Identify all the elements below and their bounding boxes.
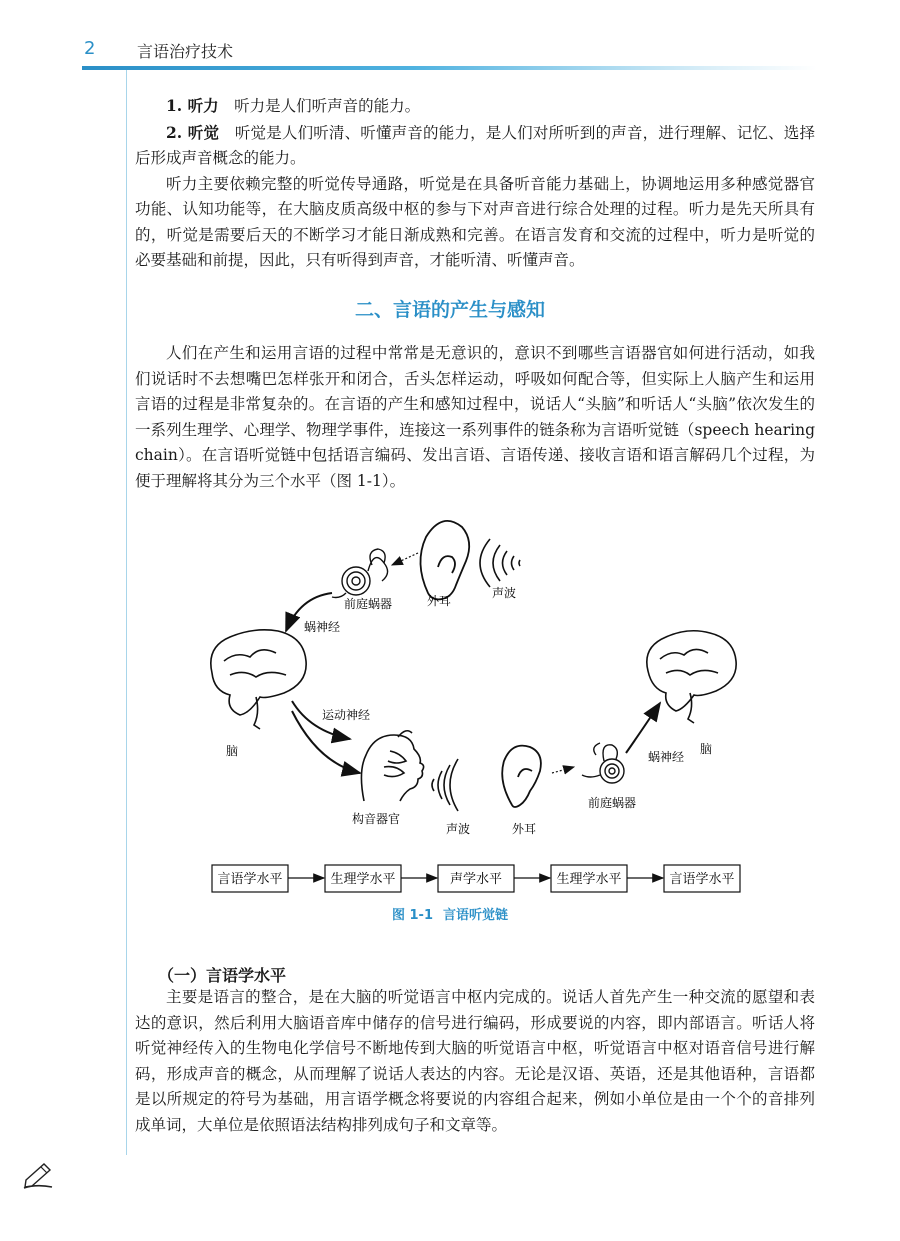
- level-box-2: 生理学水平: [330, 872, 396, 887]
- right-brain-icon: [647, 631, 736, 723]
- top-cochlea-arrow: [392, 553, 418, 565]
- label-mid-ear: 外耳: [512, 822, 537, 836]
- level-box-5: 言语学水平: [669, 872, 735, 887]
- page-number: 2: [84, 38, 96, 59]
- paragraph-hearing: [135, 93, 815, 120]
- intro-block: [135, 93, 815, 274]
- right-cochlea-icon: [582, 743, 624, 783]
- label-top-ear: 外耳: [427, 594, 452, 608]
- label-motor-nerve: 运动神经: [322, 708, 371, 722]
- figure-caption: [0, 904, 900, 923]
- paragraph-speech-chain: 人们在产生和运用言语的过程中常常是无意识的，意识不到哪些言语器官如何进行活动，如我们说话时不去想嘴巴怎样张开和闭合，舌头怎样运动，呼吸如何配合等，但实际上人脑产生和运用言语的过程是非常复杂的。在言语的产生和感知过程中，说话人“头脑”和听话人“头脑”依次发生的一系列生理学、心理学、物理学事件，连接这一系列事件的链条称为言语听觉链（speech hearing chain）。在言语听觉链中包括语言编码、发出言语、言语传递、接收言语和语言解码几个过程，为便于理解将其分为三个水平（图 1-1）。: [135, 344, 815, 490]
- caption-number: 图 1-1: [391, 908, 433, 923]
- header-rule: [82, 66, 817, 70]
- term-audition: 2. 听觉: [166, 122, 220, 142]
- label-top-cochlea: 前庭蜗器: [344, 597, 393, 611]
- paragraph-audition-text: 听觉是人们听清、听懂声音的能力，是人们对所听到的声音，进行理解、记忆、选择后形成声音概念的能力。: [135, 123, 815, 167]
- label-mid-wave: 声波: [446, 822, 471, 836]
- subsection-title: （一）言语学水平: [158, 966, 287, 985]
- label-top-nerve: 蜗神经: [304, 620, 341, 634]
- label-right-cochlea: 前庭蜗器: [588, 796, 637, 810]
- paragraph-hearing-text: 听力是人们听声音的能力。: [234, 97, 421, 115]
- paragraph-audition: [135, 120, 815, 172]
- section-title: 二、言语的产生与感知: [354, 299, 545, 321]
- speech-chain-block: [135, 341, 815, 494]
- paragraph-linguistic-level: 主要是语言的整合，是在大脑的听觉语言中枢内完成的。说话人首先产生一种交流的愿望和表达的意识，然后利用大脑语音库中储存的信号进行编码，形成要说的内容，即内部语言。听话人将听觉神经传入的生物电化学信号不断地传到大脑的听觉语言中枢，听觉语言中枢对语音信号进行解码，形成声音的概念，从而理解了说话人表达的内容。无论是汉语、英语，还是其他语种，言语都是以所规定的符号为基础，用言语学概念将要说的内容组合起来，例如小单位是由一个个的音排列成单词，大单位是依照语法结构排列成句子和文章等。: [135, 988, 815, 1134]
- level-box-4: 生理学水平: [556, 872, 622, 887]
- mid-ear-arrow: [552, 767, 574, 773]
- level-box-3: 声学水平: [449, 872, 503, 887]
- level-row: [212, 865, 740, 892]
- label-left-brain: 脑: [226, 744, 239, 758]
- label-articulator: 构音器官: [352, 812, 401, 826]
- caption-title: 言语听觉链: [443, 908, 509, 923]
- top-cochlea-icon: [332, 549, 388, 598]
- mid-sound-wave-icon: [432, 759, 458, 811]
- left-brain-icon: [211, 630, 306, 729]
- articulator-icon: [361, 731, 423, 801]
- book-title: 言语治疗技术: [137, 42, 234, 61]
- label-top-wave: 声波: [492, 586, 517, 600]
- top-ear-icon: [420, 521, 469, 599]
- term-hearing: 1. 听力: [166, 96, 219, 115]
- level-box-1: 言语学水平: [217, 872, 283, 887]
- top-sound-wave-icon: [480, 539, 520, 587]
- label-right-brain: 脑: [700, 742, 713, 756]
- speech-chain-figure: [0, 505, 900, 905]
- paragraph-comparison: 听力主要依赖完整的听觉传导通路，听觉是在具备听音能力基础上，协调地运用多种感觉器官功能、认知功能等，在大脑皮质高级中枢的参与下对声音进行综合处理的过程。听力是先天所具有的，听觉是需要后天的不断学习才能日渐成熟和完善。在语言发育和交流的过程中，听力是听觉的必要基础和前提，因此，只有听得到声音，才能听清、听懂声音。: [135, 174, 815, 269]
- linguistic-level-block: [135, 985, 815, 1138]
- pencil-icon: [22, 1162, 62, 1190]
- label-right-nerve: 蜗神经: [648, 750, 685, 764]
- right-nerve-arrow: [626, 703, 660, 753]
- mid-ear-icon: [502, 746, 541, 807]
